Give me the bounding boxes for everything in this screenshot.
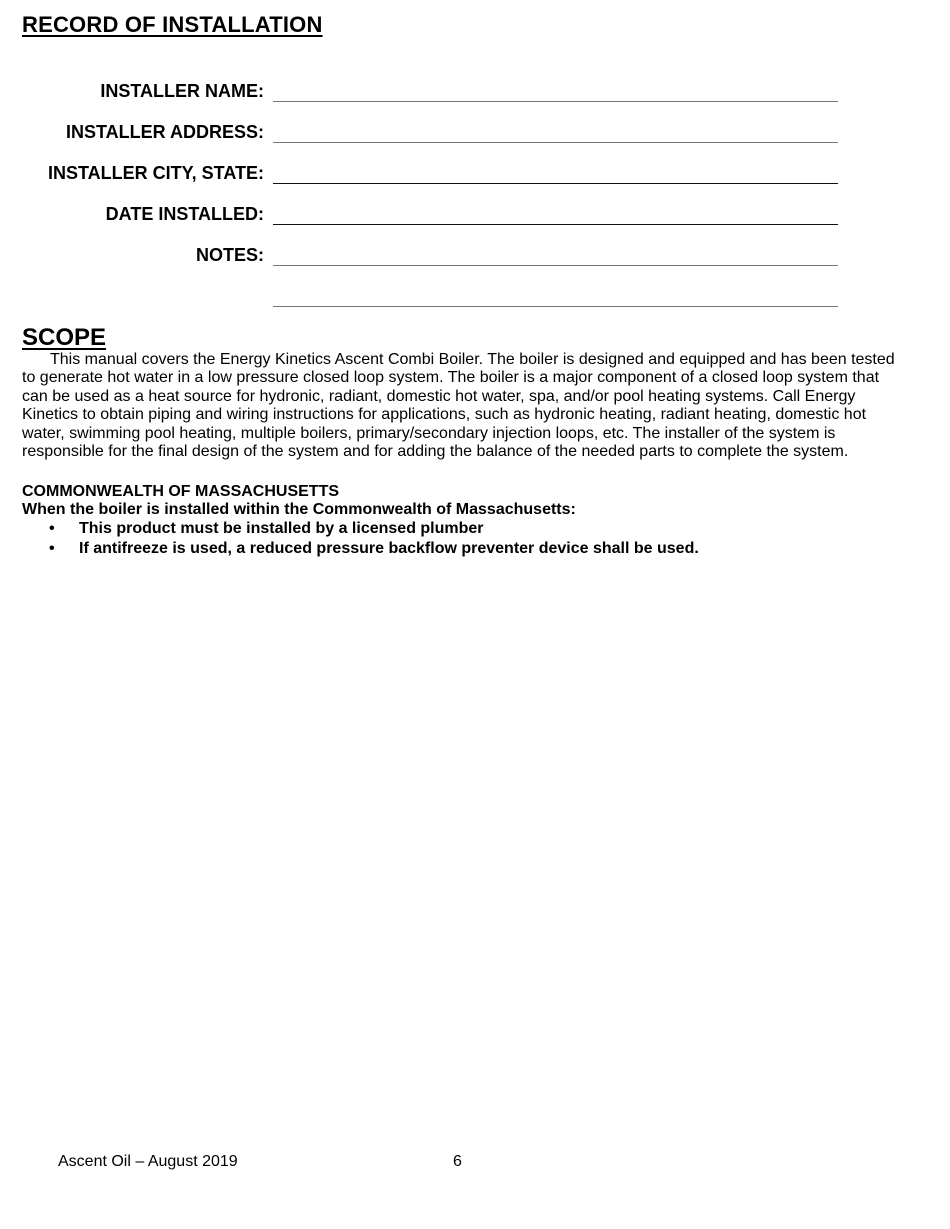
bullet-icon: • (49, 539, 55, 557)
scope-paragraph: This manual covers the Energy Kinetics Ascent Combi Boiler. The boiler is designed and equipped and has been tested to generate hot water in a low pressure closed loop system. The boiler is a major component of a closed loop system that can be used as a heat source for hydronic, radiant, domestic hot water, spa, and/or pool heating systems. Call Energy Kinetics to obtain piping and wiring instructions for applications, such as hydronic heating, radiant heating, domestic hot water, swimming pool heating, multiple boilers, primary/secondary injection loops, etc. The installer of the system is responsible for the final design of the system and for adding the balance of the needed parts to complete the system. (22, 351, 895, 461)
list-item-text: If antifreeze is used, a reduced pressure backflow preventer device shall be used. (79, 539, 699, 557)
scope-heading: SCOPE (22, 324, 107, 351)
massachusetts-subheading: When the boiler is installed within the Commonwealth of Massachusetts: (22, 501, 576, 518)
record-of-installation-heading: RECORD OF INSTALLATION (22, 12, 323, 37)
date-installed-label: DATE INSTALLED: (105, 204, 264, 224)
list-item (22, 519, 699, 539)
list-item (22, 539, 699, 559)
notes-line-1[interactable] (273, 265, 838, 266)
notes-extra-row (0, 285, 950, 315)
date-installed-line[interactable] (273, 224, 838, 225)
installer-name-row (0, 80, 950, 110)
footer-page-number: 6 (453, 1153, 462, 1170)
list-item-text: This product must be installed by a licensed plumber (79, 520, 484, 537)
installer-city-state-line[interactable] (273, 183, 838, 184)
notes-line-2[interactable] (273, 306, 838, 307)
installer-name-line[interactable] (273, 101, 838, 102)
installer-city-state-row (0, 162, 950, 192)
massachusetts-requirements-list (22, 519, 699, 558)
notes-label: NOTES: (195, 245, 264, 265)
footer-document-info: Ascent Oil – August 2019 (58, 1153, 238, 1170)
installer-address-row (0, 121, 950, 151)
notes-row (0, 244, 950, 274)
installer-address-label: INSTALLER ADDRESS: (66, 122, 264, 142)
installer-city-state-label: INSTALLER CITY, STATE: (48, 163, 264, 183)
installer-name-label: INSTALLER NAME: (100, 81, 264, 101)
date-installed-row (0, 203, 950, 233)
installer-address-line[interactable] (273, 142, 838, 143)
massachusetts-heading: COMMONWEALTH OF MASSACHUSETTS (22, 483, 340, 500)
bullet-icon: • (49, 520, 55, 537)
